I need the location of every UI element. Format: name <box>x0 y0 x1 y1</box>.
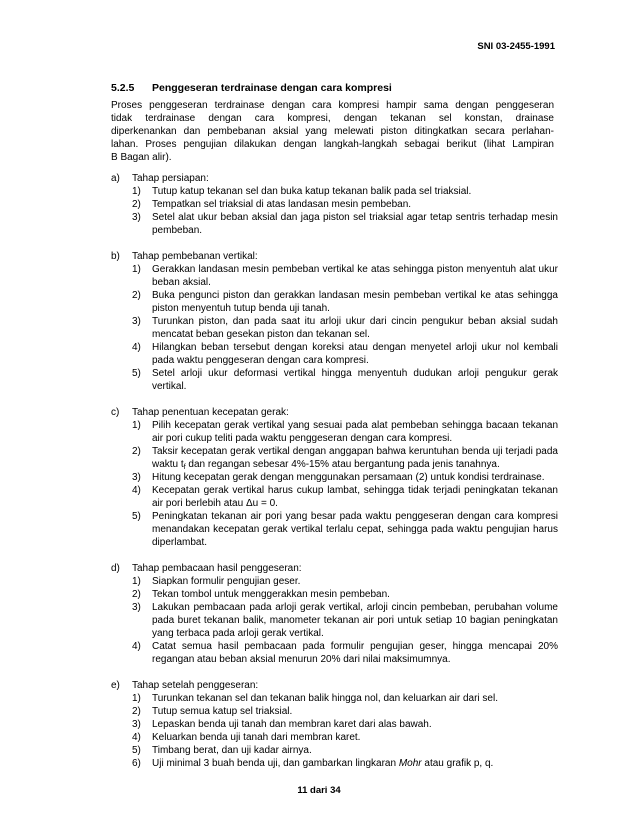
document-code: SNI 03-2455-1991 <box>477 41 555 52</box>
list-item <box>132 315 558 341</box>
page-number: 11 dari 34 <box>297 785 341 796</box>
item-text: Buka pengunci piston dan gerakkan landasan mesin pembeban vertikal ke atas sehingga piston menyentuh tutup benda uji tanah. <box>152 290 558 314</box>
stage-letter: d) <box>111 563 120 574</box>
item-text: Tekan tombol untuk menggerakkan mesin pembeban. <box>152 589 390 600</box>
item-text: Setel alat ukur beban aksial dan jaga piston sel triaksial agar tetap sentris terhadap mesin pembeban. <box>152 212 558 236</box>
list-item <box>132 744 558 757</box>
section-heading <box>111 82 392 94</box>
item-number: 3) <box>132 212 141 223</box>
stage-heading <box>111 172 558 185</box>
procedure-stage <box>111 406 558 549</box>
list-item <box>132 341 558 367</box>
item-text: Hitung kecepatan gerak dengan menggunakan persamaan (2) untuk kondisi terdrainase. <box>152 472 545 483</box>
item-text: Keluarkan benda uji tanah dari membran karet. <box>152 732 361 743</box>
item-number: 4) <box>132 485 141 496</box>
item-text-part: Uji minimal 3 buah benda uji, dan gambarkan lingkaran <box>152 758 399 769</box>
item-text: Siapkan formulir pengujian geser. <box>152 576 301 587</box>
item-number: 1) <box>132 264 141 275</box>
list-item <box>132 419 558 445</box>
item-text: Gerakkan landasan mesin pembeban vertikal ke atas sehingga piston menyentuh alat ukur beban aksial. <box>152 264 558 288</box>
intro-line: lahan. Proses pengujian dilakukan dengan langkah-langkah sebagai berikut (lihat Lampiran <box>111 139 554 150</box>
stage-title: Tahap setelah penggeseran: <box>132 680 259 691</box>
item-number: 3) <box>132 472 141 483</box>
item-italic-term: Mohr <box>398 758 422 769</box>
item-number: 2) <box>132 706 141 717</box>
item-number: 5) <box>132 745 141 756</box>
procedure-list <box>111 172 558 783</box>
item-text: Turunkan tekanan sel dan tekanan balik hingga nol, dan keluarkan air dari sel. <box>152 693 498 704</box>
stage-heading <box>111 406 558 419</box>
list-item <box>132 263 558 289</box>
item-number: 3) <box>132 602 141 613</box>
intro-line: tidak terdrainase dengan cara kompresi, dengan tekanan sel konstan, drainase <box>111 113 554 124</box>
stage-heading <box>111 562 558 575</box>
item-text-part: Taksir kecepatan gerak vertikal dengan anggapan bahwa keruntuhan benda uji terjadi pada waktu t <box>152 446 558 470</box>
section-intro-paragraph <box>111 99 554 164</box>
item-number: 6) <box>132 758 141 769</box>
list-item <box>132 471 558 484</box>
list-item <box>132 575 558 588</box>
item-number: 4) <box>132 342 141 353</box>
list-item <box>132 185 558 198</box>
item-text: Peningkatan tekanan air pori yang besar pada waktu penggeseran dengan cara kompresi menandakan kecepatan gerak vertikal terlalu cepat, sehingga pada waktu pengujian harus diperlambat. <box>152 511 558 548</box>
item-number: 5) <box>132 368 141 379</box>
list-item <box>132 601 558 640</box>
stage-letter: e) <box>111 680 120 691</box>
item-number: 2) <box>132 290 141 301</box>
list-item <box>132 640 558 666</box>
list-item <box>132 692 558 705</box>
item-number: 5) <box>132 511 141 522</box>
list-item <box>132 211 558 237</box>
intro-line: diperkenankan dan pembebanan aksial yang melewati piston ditingkatkan secara perlahan- <box>111 126 554 137</box>
list-item <box>132 718 558 731</box>
list-item <box>132 705 558 718</box>
item-number: 1) <box>132 420 141 431</box>
intro-line: B Bagan alir). <box>111 152 172 163</box>
item-number: 4) <box>132 732 141 743</box>
stage-title: Tahap penentuan kecepatan gerak: <box>132 407 289 418</box>
list-item <box>132 731 558 744</box>
stage-heading <box>111 250 558 263</box>
item-text: Setel arloji ukur deformasi vertikal hingga menyentuh dudukan arloji pengukur gerak vertikal. <box>152 368 558 392</box>
stage-title: Tahap pembacaan hasil penggeseran: <box>132 563 302 574</box>
item-number: 4) <box>132 641 141 652</box>
item-text: Timbang berat, dan uji kadar airnya. <box>152 745 312 756</box>
item-text-part: dan regangan sebesar 4%-15% atau bergantung pada jenis tanahnya. <box>185 459 500 470</box>
list-item <box>132 588 558 601</box>
section-number: 5.2.5 <box>111 82 135 94</box>
item-text: Tutup semua katup sel triaksial. <box>152 706 293 717</box>
procedure-stage <box>111 250 558 393</box>
item-text: Lepaskan benda uji tanah dan membran karet dari alas bawah. <box>152 719 432 730</box>
item-text-part: atau grafik p, q. <box>421 758 494 769</box>
procedure-stage <box>111 562 558 666</box>
list-item <box>132 289 558 315</box>
stage-title: Tahap persiapan: <box>132 173 209 184</box>
item-text: Tempatkan sel triaksial di atas landasan mesin pembeban. <box>152 199 412 210</box>
item-number: 1) <box>132 186 141 197</box>
stage-letter: a) <box>111 173 120 184</box>
section-title: Penggeseran terdrainase dengan cara kompresi <box>152 82 392 94</box>
list-item <box>132 510 558 549</box>
item-number: 3) <box>132 316 141 327</box>
stage-letter: c) <box>111 407 120 418</box>
item-text: Hilangkan beban tersebut dengan koreksi atau dengan menyetel arloji ukur nol kembali pada waktu penggeseran dengan cara kompresi. <box>152 342 558 366</box>
item-number: 1) <box>132 693 141 704</box>
item-text <box>152 445 558 471</box>
list-item <box>132 367 558 393</box>
item-text: Pilih kecepatan gerak vertikal yang sesuai pada alat pembeban sehingga bacaan tekanan air pori cukup teliti pada waktu penggeseran dengan cara kompresi. <box>152 420 558 444</box>
item-number: 3) <box>132 719 141 730</box>
item-text <box>152 757 558 770</box>
stage-heading <box>111 679 558 692</box>
stage-letter: b) <box>111 251 120 262</box>
item-number: 2) <box>132 199 141 210</box>
item-text: Catat semua hasil pembacaan pada formulir pengujian geser, hingga mencapai 20% regangan atau beban aksial menurun 20% dari nilai maksimumnya. <box>152 641 558 665</box>
intro-line: Proses penggeseran terdrainase dengan cara kompresi hampir sama dengan penggeseran <box>111 100 554 111</box>
item-text: Tutup katup tekanan sel dan buka katup tekanan balik pada sel triaksial. <box>152 186 472 197</box>
stage-title: Tahap pembebanan vertikal: <box>132 251 258 262</box>
item-text: Lakukan pembacaan pada arloji gerak vertikal, arloji cincin pembeban, perubahan volume pada buret tekanan balik, manometer tekanan air pori untuk setiap 10 bagian peningkatan yang terbaca pada arloji gerak vertikal. <box>152 602 558 639</box>
item-text: Kecepatan gerak vertikal harus cukup lambat, sehingga tidak terjadi peningkatan tekanan air pori berlebih atau Δu = 0. <box>152 485 558 509</box>
list-item <box>132 445 558 471</box>
list-item <box>132 484 558 510</box>
procedure-stage <box>111 172 558 237</box>
item-subscript: f <box>183 464 186 471</box>
procedure-stage <box>111 679 558 770</box>
list-item <box>132 757 558 770</box>
list-item <box>132 198 558 211</box>
item-number: 1) <box>132 576 141 587</box>
item-text: Turunkan piston, dan pada saat itu arloji ukur dari cincin pengukur beban aksial sudah mencatat beban gesekan piston dan tekanan sel. <box>152 316 558 340</box>
item-number: 2) <box>132 589 141 600</box>
item-number: 2) <box>132 446 141 457</box>
